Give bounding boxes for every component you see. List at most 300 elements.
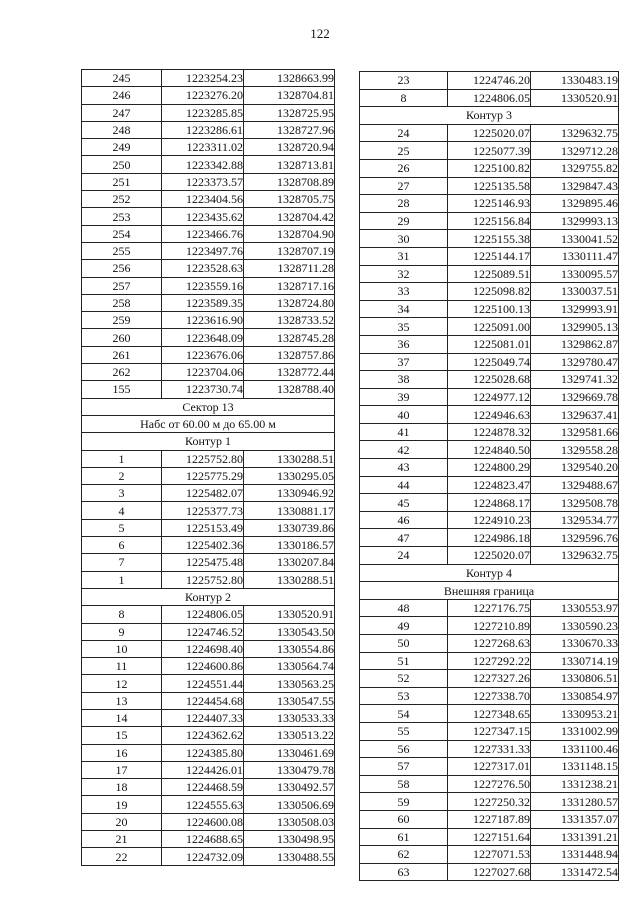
table-row	[360, 547, 619, 565]
section-header-row	[82, 433, 335, 450]
y-coordinate: 1330506.69	[244, 796, 335, 813]
table-row	[82, 277, 335, 294]
table-row	[82, 554, 335, 571]
y-coordinate: 1329488.67	[531, 476, 619, 494]
y-coordinate: 1330492.57	[244, 779, 335, 796]
table-row	[82, 848, 335, 865]
x-coordinate: 1224454.68	[162, 692, 244, 709]
point-number: 30	[360, 230, 448, 248]
point-number: 60	[360, 810, 448, 828]
point-number: 37	[360, 353, 448, 371]
y-coordinate: 1329993.13	[531, 212, 619, 230]
point-number: 50	[360, 635, 448, 653]
point-number: 27	[360, 177, 448, 195]
point-number: 18	[82, 779, 162, 796]
x-coordinate: 1224823.47	[448, 476, 531, 494]
x-coordinate: 1223528.63	[162, 260, 244, 277]
point-number: 32	[360, 265, 448, 283]
x-coordinate: 1224698.40	[162, 640, 244, 657]
point-number: 28	[360, 195, 448, 213]
table-row	[360, 828, 619, 846]
y-coordinate: 1329558.28	[531, 441, 619, 459]
x-coordinate: 1227250.32	[448, 793, 531, 811]
x-coordinate: 1223466.76	[162, 225, 244, 242]
x-coordinate: 1225153.49	[162, 519, 244, 536]
x-coordinate: 1225020.07	[448, 124, 531, 142]
y-coordinate: 1330881.17	[244, 502, 335, 519]
point-number: 56	[360, 740, 448, 758]
point-number: 43	[360, 459, 448, 477]
table-row	[82, 692, 335, 709]
point-number: 246	[82, 87, 162, 104]
point-number: 258	[82, 294, 162, 311]
y-coordinate: 1328704.42	[244, 208, 335, 225]
x-coordinate: 1227027.68	[448, 863, 531, 881]
table-row	[82, 623, 335, 640]
x-coordinate: 1225482.07	[162, 485, 244, 502]
table-row	[82, 260, 335, 277]
y-coordinate: 1330520.91	[244, 606, 335, 623]
table-row	[360, 247, 619, 265]
point-number: 63	[360, 863, 448, 881]
point-number: 44	[360, 476, 448, 494]
y-coordinate: 1330488.55	[244, 848, 335, 865]
y-coordinate: 1328705.75	[244, 191, 335, 208]
table-row	[360, 265, 619, 283]
section-header: Сектор 13	[82, 398, 335, 415]
point-number: 57	[360, 758, 448, 776]
point-number: 252	[82, 191, 162, 208]
point-number: 46	[360, 511, 448, 529]
y-coordinate: 1331280.57	[531, 793, 619, 811]
point-number: 48	[360, 599, 448, 617]
table-row	[82, 640, 335, 657]
point-number: 261	[82, 346, 162, 363]
table-row	[360, 529, 619, 547]
table-row	[82, 191, 335, 208]
table-row	[360, 283, 619, 301]
point-number: 51	[360, 652, 448, 670]
point-number: 155	[82, 381, 162, 398]
x-coordinate: 1227338.70	[448, 687, 531, 705]
point-number: 24	[360, 124, 448, 142]
table-row	[82, 139, 335, 156]
x-coordinate: 1224840.50	[448, 441, 531, 459]
table-row	[82, 242, 335, 259]
y-coordinate: 1328724.80	[244, 294, 335, 311]
point-number: 25	[360, 142, 448, 160]
point-number: 259	[82, 312, 162, 329]
y-coordinate: 1328704.90	[244, 225, 335, 242]
table-row	[82, 173, 335, 190]
table-row	[82, 467, 335, 484]
y-coordinate: 1330543.50	[244, 623, 335, 640]
x-coordinate: 1223404.56	[162, 191, 244, 208]
table-row	[360, 599, 619, 617]
table-row	[360, 89, 619, 107]
x-coordinate: 1224746.20	[448, 72, 531, 90]
x-coordinate: 1227176.75	[448, 599, 531, 617]
x-coordinate: 1225752.80	[162, 571, 244, 588]
table-row	[360, 846, 619, 864]
table-row	[360, 863, 619, 881]
x-coordinate: 1224407.33	[162, 709, 244, 726]
table-row	[82, 485, 335, 502]
point-number: 39	[360, 388, 448, 406]
table-row	[360, 406, 619, 424]
x-coordinate: 1224688.65	[162, 831, 244, 848]
y-coordinate: 1331100.46	[531, 740, 619, 758]
point-number: 249	[82, 139, 162, 156]
table-row	[82, 208, 335, 225]
y-coordinate: 1329534.77	[531, 511, 619, 529]
y-coordinate: 1330806.51	[531, 670, 619, 688]
table-row	[82, 294, 335, 311]
x-coordinate: 1224806.05	[448, 89, 531, 107]
y-coordinate: 1331148.15	[531, 758, 619, 776]
y-coordinate: 1330483.19	[531, 72, 619, 90]
y-coordinate: 1331238.21	[531, 775, 619, 793]
y-coordinate: 1329993.91	[531, 300, 619, 318]
point-number: 253	[82, 208, 162, 225]
y-coordinate: 1330520.91	[531, 89, 619, 107]
table-row	[360, 635, 619, 653]
x-coordinate: 1225475.48	[162, 554, 244, 571]
point-number: 3	[82, 485, 162, 502]
x-coordinate: 1227317.01	[448, 758, 531, 776]
point-number: 12	[82, 675, 162, 692]
y-coordinate: 1331002.99	[531, 722, 619, 740]
x-coordinate: 1223311.02	[162, 139, 244, 156]
point-number: 49	[360, 617, 448, 635]
point-number: 52	[360, 670, 448, 688]
table-row	[82, 831, 335, 848]
section-header-row	[82, 588, 335, 605]
y-coordinate: 1330513.22	[244, 727, 335, 744]
point-number: 1	[82, 450, 162, 467]
point-number: 26	[360, 159, 448, 177]
y-coordinate: 1330547.55	[244, 692, 335, 709]
point-number: 22	[82, 848, 162, 865]
point-number: 10	[82, 640, 162, 657]
page-number: 122	[310, 26, 330, 41]
y-coordinate: 1329540.20	[531, 459, 619, 477]
point-number: 29	[360, 212, 448, 230]
table-row	[360, 195, 619, 213]
x-coordinate: 1225135.58	[448, 177, 531, 195]
point-number: 47	[360, 529, 448, 547]
x-coordinate: 1225402.36	[162, 537, 244, 554]
y-coordinate: 1330288.51	[244, 450, 335, 467]
y-coordinate: 1330207.84	[244, 554, 335, 571]
section-header-row	[360, 582, 619, 600]
x-coordinate: 1224946.63	[448, 406, 531, 424]
y-coordinate: 1329669.78	[531, 388, 619, 406]
x-coordinate: 1227292.22	[448, 652, 531, 670]
table-row	[82, 675, 335, 692]
x-coordinate: 1224878.32	[448, 423, 531, 441]
section-header-row	[360, 107, 619, 125]
y-coordinate: 1329637.41	[531, 406, 619, 424]
x-coordinate: 1227276.50	[448, 775, 531, 793]
x-coordinate: 1225775.29	[162, 467, 244, 484]
x-coordinate: 1224977.12	[448, 388, 531, 406]
y-coordinate: 1329847.43	[531, 177, 619, 195]
y-coordinate: 1330461.69	[244, 744, 335, 761]
x-coordinate: 1223704.06	[162, 364, 244, 381]
section-header-row	[82, 398, 335, 415]
x-coordinate: 1224426.01	[162, 761, 244, 778]
y-coordinate: 1328704.81	[244, 87, 335, 104]
y-coordinate: 1328713.81	[244, 156, 335, 173]
y-coordinate: 1330553.97	[531, 599, 619, 617]
y-coordinate: 1328757.86	[244, 346, 335, 363]
x-coordinate: 1224910.23	[448, 511, 531, 529]
point-number: 254	[82, 225, 162, 242]
point-number: 245	[82, 70, 162, 87]
x-coordinate: 1223373.57	[162, 173, 244, 190]
table-row	[360, 476, 619, 494]
point-number: 55	[360, 722, 448, 740]
table-row	[82, 779, 335, 796]
y-coordinate: 1330854.97	[531, 687, 619, 705]
point-number: 1	[82, 571, 162, 588]
point-number: 260	[82, 329, 162, 346]
y-coordinate: 1329632.75	[531, 124, 619, 142]
point-number: 16	[82, 744, 162, 761]
table-row	[82, 156, 335, 173]
x-coordinate: 1223676.06	[162, 346, 244, 363]
table-row	[82, 571, 335, 588]
y-coordinate: 1330670.33	[531, 635, 619, 653]
point-number: 5	[82, 519, 162, 536]
x-coordinate: 1223276.20	[162, 87, 244, 104]
y-coordinate: 1330041.52	[531, 230, 619, 248]
point-number: 247	[82, 104, 162, 121]
y-coordinate: 1330564.74	[244, 658, 335, 675]
table-row	[82, 70, 335, 87]
point-number: 262	[82, 364, 162, 381]
x-coordinate: 1223342.88	[162, 156, 244, 173]
point-number: 19	[82, 796, 162, 813]
table-row	[360, 177, 619, 195]
table-row	[360, 353, 619, 371]
y-coordinate: 1330037.51	[531, 283, 619, 301]
table-row	[360, 652, 619, 670]
y-coordinate: 1330186.57	[244, 537, 335, 554]
x-coordinate: 1227348.65	[448, 705, 531, 723]
x-coordinate: 1225146.93	[448, 195, 531, 213]
table-row	[360, 775, 619, 793]
y-coordinate: 1328663.99	[244, 70, 335, 87]
point-number: 58	[360, 775, 448, 793]
y-coordinate: 1330714.19	[531, 652, 619, 670]
point-number: 42	[360, 441, 448, 459]
table-row	[82, 225, 335, 242]
y-coordinate: 1331448.94	[531, 846, 619, 864]
section-header-row	[82, 415, 335, 432]
table-row	[360, 388, 619, 406]
point-number: 35	[360, 318, 448, 336]
x-coordinate: 1225155.38	[448, 230, 531, 248]
y-coordinate: 1330554.86	[244, 640, 335, 657]
table-row	[82, 502, 335, 519]
x-coordinate: 1227210.89	[448, 617, 531, 635]
x-coordinate: 1225089.51	[448, 265, 531, 283]
point-number: 251	[82, 173, 162, 190]
table-row	[360, 371, 619, 389]
x-coordinate: 1225752.80	[162, 450, 244, 467]
x-coordinate: 1223286.61	[162, 121, 244, 138]
y-coordinate: 1330288.51	[244, 571, 335, 588]
x-coordinate: 1224800.29	[448, 459, 531, 477]
x-coordinate: 1225100.13	[448, 300, 531, 318]
x-coordinate: 1224468.59	[162, 779, 244, 796]
y-coordinate: 1328720.94	[244, 139, 335, 156]
table-row	[360, 793, 619, 811]
table-row	[360, 441, 619, 459]
x-coordinate: 1224600.08	[162, 813, 244, 830]
point-number: 61	[360, 828, 448, 846]
y-coordinate: 1330533.33	[244, 709, 335, 726]
point-number: 11	[82, 658, 162, 675]
table-row	[360, 687, 619, 705]
table-row	[360, 142, 619, 160]
x-coordinate: 1227187.89	[448, 810, 531, 828]
table-row	[82, 121, 335, 138]
x-coordinate: 1227331.33	[448, 740, 531, 758]
table-row	[82, 658, 335, 675]
x-coordinate: 1225156.84	[448, 212, 531, 230]
section-header: Контур 4	[360, 564, 619, 582]
table-row	[82, 761, 335, 778]
y-coordinate: 1329780.47	[531, 353, 619, 371]
x-coordinate: 1223648.09	[162, 329, 244, 346]
coordinates-table-left	[81, 69, 335, 866]
table-row	[82, 519, 335, 536]
x-coordinate: 1225081.01	[448, 335, 531, 353]
table-row	[82, 537, 335, 554]
table-row	[82, 796, 335, 813]
x-coordinate: 1224600.86	[162, 658, 244, 675]
x-coordinate: 1224551.44	[162, 675, 244, 692]
table-row	[82, 104, 335, 121]
x-coordinate: 1224385.80	[162, 744, 244, 761]
x-coordinate: 1227071.53	[448, 846, 531, 864]
point-number: 9	[82, 623, 162, 640]
table-row	[360, 335, 619, 353]
y-coordinate: 1330498.95	[244, 831, 335, 848]
table-row	[82, 744, 335, 761]
table-row	[360, 423, 619, 441]
y-coordinate: 1328707.19	[244, 242, 335, 259]
x-coordinate: 1224746.52	[162, 623, 244, 640]
table-row	[360, 318, 619, 336]
y-coordinate: 1330508.03	[244, 813, 335, 830]
y-coordinate: 1330739.86	[244, 519, 335, 536]
point-number: 17	[82, 761, 162, 778]
point-number: 256	[82, 260, 162, 277]
point-number: 4	[82, 502, 162, 519]
table-row	[360, 300, 619, 318]
table-row	[82, 450, 335, 467]
table-row	[360, 670, 619, 688]
point-number: 250	[82, 156, 162, 173]
point-number: 34	[360, 300, 448, 318]
x-coordinate: 1223730.74	[162, 381, 244, 398]
section-header: Контур 1	[82, 433, 335, 450]
y-coordinate: 1329862.87	[531, 335, 619, 353]
y-coordinate: 1328772.44	[244, 364, 335, 381]
x-coordinate: 1224986.18	[448, 529, 531, 547]
table-row	[82, 381, 335, 398]
table-row	[82, 346, 335, 363]
table-row	[360, 810, 619, 828]
table-row	[360, 705, 619, 723]
point-number: 248	[82, 121, 162, 138]
x-coordinate: 1227151.64	[448, 828, 531, 846]
y-coordinate: 1330479.78	[244, 761, 335, 778]
x-coordinate: 1225049.74	[448, 353, 531, 371]
x-coordinate: 1225098.82	[448, 283, 531, 301]
coordinates-table-right	[359, 71, 619, 881]
y-coordinate: 1329712.28	[531, 142, 619, 160]
section-header: Набс от 60.00 м до 65.00 м	[82, 415, 335, 432]
point-number: 2	[82, 467, 162, 484]
y-coordinate: 1331357.07	[531, 810, 619, 828]
x-coordinate: 1224806.05	[162, 606, 244, 623]
x-coordinate: 1227268.63	[448, 635, 531, 653]
point-number: 45	[360, 494, 448, 512]
x-coordinate: 1224555.63	[162, 796, 244, 813]
y-coordinate: 1329581.66	[531, 423, 619, 441]
point-number: 40	[360, 406, 448, 424]
table-row	[360, 722, 619, 740]
x-coordinate: 1225091.00	[448, 318, 531, 336]
y-coordinate: 1331391.21	[531, 828, 619, 846]
point-number: 36	[360, 335, 448, 353]
x-coordinate: 1223616.90	[162, 312, 244, 329]
point-number: 54	[360, 705, 448, 723]
table-row	[82, 709, 335, 726]
x-coordinate: 1224732.09	[162, 848, 244, 865]
table-row	[360, 617, 619, 635]
point-number: 20	[82, 813, 162, 830]
y-coordinate: 1330295.05	[244, 467, 335, 484]
table-row	[360, 494, 619, 512]
y-coordinate: 1329741.32	[531, 371, 619, 389]
x-coordinate: 1225020.07	[448, 547, 531, 565]
y-coordinate: 1328725.95	[244, 104, 335, 121]
table-row	[82, 329, 335, 346]
x-coordinate: 1225077.39	[448, 142, 531, 160]
y-coordinate: 1330946.92	[244, 485, 335, 502]
point-number: 7	[82, 554, 162, 571]
y-coordinate: 1330563.25	[244, 675, 335, 692]
x-coordinate: 1223497.76	[162, 242, 244, 259]
table-row	[360, 511, 619, 529]
table-row	[360, 459, 619, 477]
point-number: 41	[360, 423, 448, 441]
section-header: Внешняя граница	[360, 582, 619, 600]
y-coordinate: 1328708.89	[244, 173, 335, 190]
point-number: 62	[360, 846, 448, 864]
y-coordinate: 1328727.96	[244, 121, 335, 138]
point-number: 31	[360, 247, 448, 265]
x-coordinate: 1224868.17	[448, 494, 531, 512]
table-row	[360, 230, 619, 248]
point-number: 14	[82, 709, 162, 726]
